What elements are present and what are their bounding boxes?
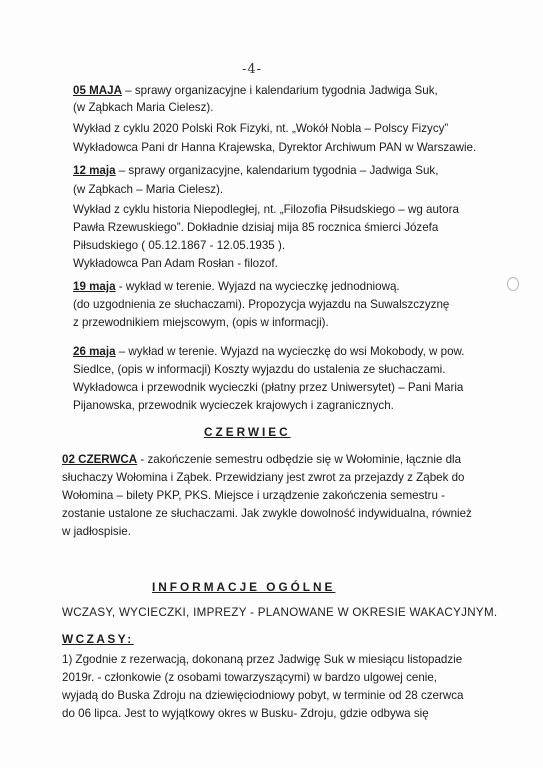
entry-05-maja-line-2: (w Ząbkach Maria Cielesz). [73, 101, 214, 114]
entry-02-czerwca-line-1 [62, 452, 461, 467]
wczasy-line-4: do 06 lipca. Jest to wyjątkowy okres w Busku- Zdroju, gdzie odbywa się [62, 707, 429, 720]
entry-text: – sprawy organizacyjne, kalendarium tygodnia – Jadwiga Suk, [115, 164, 439, 177]
section-heading-wczasy: WCZASY: [62, 632, 134, 646]
entry-02-czerwca-line-2: słuchaczy Wołomina i Ząbek. Przewidziany jest zwrot za przejazdy z Ząbek do [62, 471, 465, 484]
entry-text: - zakończenie semestru odbędzie się w Wołominie, łącznie dla [137, 453, 462, 466]
month-heading-czerwiec: CZERWIEC [204, 425, 291, 439]
entry-text: - wykład w terenie. Wyjazd na wycieczkę jednodniową. [115, 280, 400, 293]
entry-26-maja-line-1 [73, 344, 464, 359]
punch-hole-mark [507, 277, 519, 291]
wczasy-line-1: 1) Zgodnie z rezerwacją, dokonaną przez Jadwigę Suk w miesiącu listopadzie [62, 653, 463, 666]
entry-12-maja-line-6: Wykładowca Pan Adam Rosłan - filozof. [73, 257, 278, 270]
entry-date: 26 maja [73, 345, 116, 358]
entry-05-maja-line-1 [73, 83, 438, 98]
entry-12-maja-line-5: Piłsudskiego ( 05.12.1867 - 12.05.1935 ). [73, 239, 286, 252]
entry-26-maja-line-3: Wykładowca i przewodnik wycieczki (płatny przez Uniwersytet) – Pani Maria [73, 381, 464, 394]
entry-19-maja-line-3: z przewodnikiem miejscowym, (opis w informacji). [73, 316, 329, 329]
entry-12-maja-line-1 [73, 163, 438, 178]
entry-19-maja-line-2: (do uzgodnienia ze słuchaczami). Propozycja wyjazdu na Suwalszczyznę [73, 298, 450, 311]
wczasy-line-2: 2019r. - członkowie (z osobami towarzyszącymi) w bardzo ulgowej cenie, [62, 671, 438, 684]
entry-05-maja-line-4: Wykładowca Pani dr Hanna Krajewska, Dyrektor Archiwum PAN w Warszawie. [73, 141, 477, 154]
entry-05-maja-line-3: Wykład z cyklu 2020 Polski Rok Fizyki, nt. „Wokół Nobla – Polscy Fizycy” [73, 122, 449, 135]
entry-text: – sprawy organizacyjne i kalendarium tygodnia Jadwiga Suk, [121, 84, 438, 97]
entry-26-maja-line-2: Siedlce, (opis w informacji) Koszty wyjazdu do ustalenia ze słuchaczami. [73, 363, 446, 376]
entry-date: 19 maja [73, 280, 116, 293]
entry-19-maja-line-1 [73, 279, 400, 294]
entry-date: 12 maja [73, 164, 116, 177]
entry-26-maja-line-4: Pijanowska, przewodnik wycieczek krajowych i zagranicznych. [73, 399, 394, 412]
wczasy-line-3: wyjadą do Buska Zdroju na dziewięciodniowy pobyt, w terminie od 28 czerwca [62, 689, 464, 702]
entry-02-czerwca-line-5: w jadłospisie. [62, 525, 131, 538]
entry-12-maja-line-3: Wykład z cyklu historia Niepodległej, nt. „Filozofia Piłsudskiego – wg autora [73, 203, 459, 216]
page-number: -4- [242, 62, 263, 77]
entry-02-czerwca-line-3: Wołomina – bilety PKP, PKS. Miejsce i urządzenie zakończenia semestru - [62, 489, 445, 502]
wczasy-subtitle: WCZASY, WYCIECZKI, IMPREZY - PLANOWANE W OKRESIE WAKACYJNYM. [62, 606, 498, 619]
entry-02-czerwca-line-4: zostanie ustalone ze słuchaczami. Jak zwykle dowolność indywidualna, również [62, 507, 472, 520]
entry-12-maja-line-2: (w Ząbkach – Maria Cielesz). [73, 183, 224, 196]
section-heading-informacje: INFORMACJE OGÓLNE [152, 580, 336, 594]
entry-date: 05 MAJA [73, 84, 122, 97]
entry-date: 02 CZERWCA [62, 453, 138, 466]
entry-text: – wykład w terenie. Wyjazd na wycieczkę do wsi Mokobody, w pow. [115, 345, 465, 358]
entry-12-maja-line-4: Pawła Rzewuskiego”. Dokładnie dzisiaj mija 85 rocznica śmierci Józefa [73, 221, 439, 234]
